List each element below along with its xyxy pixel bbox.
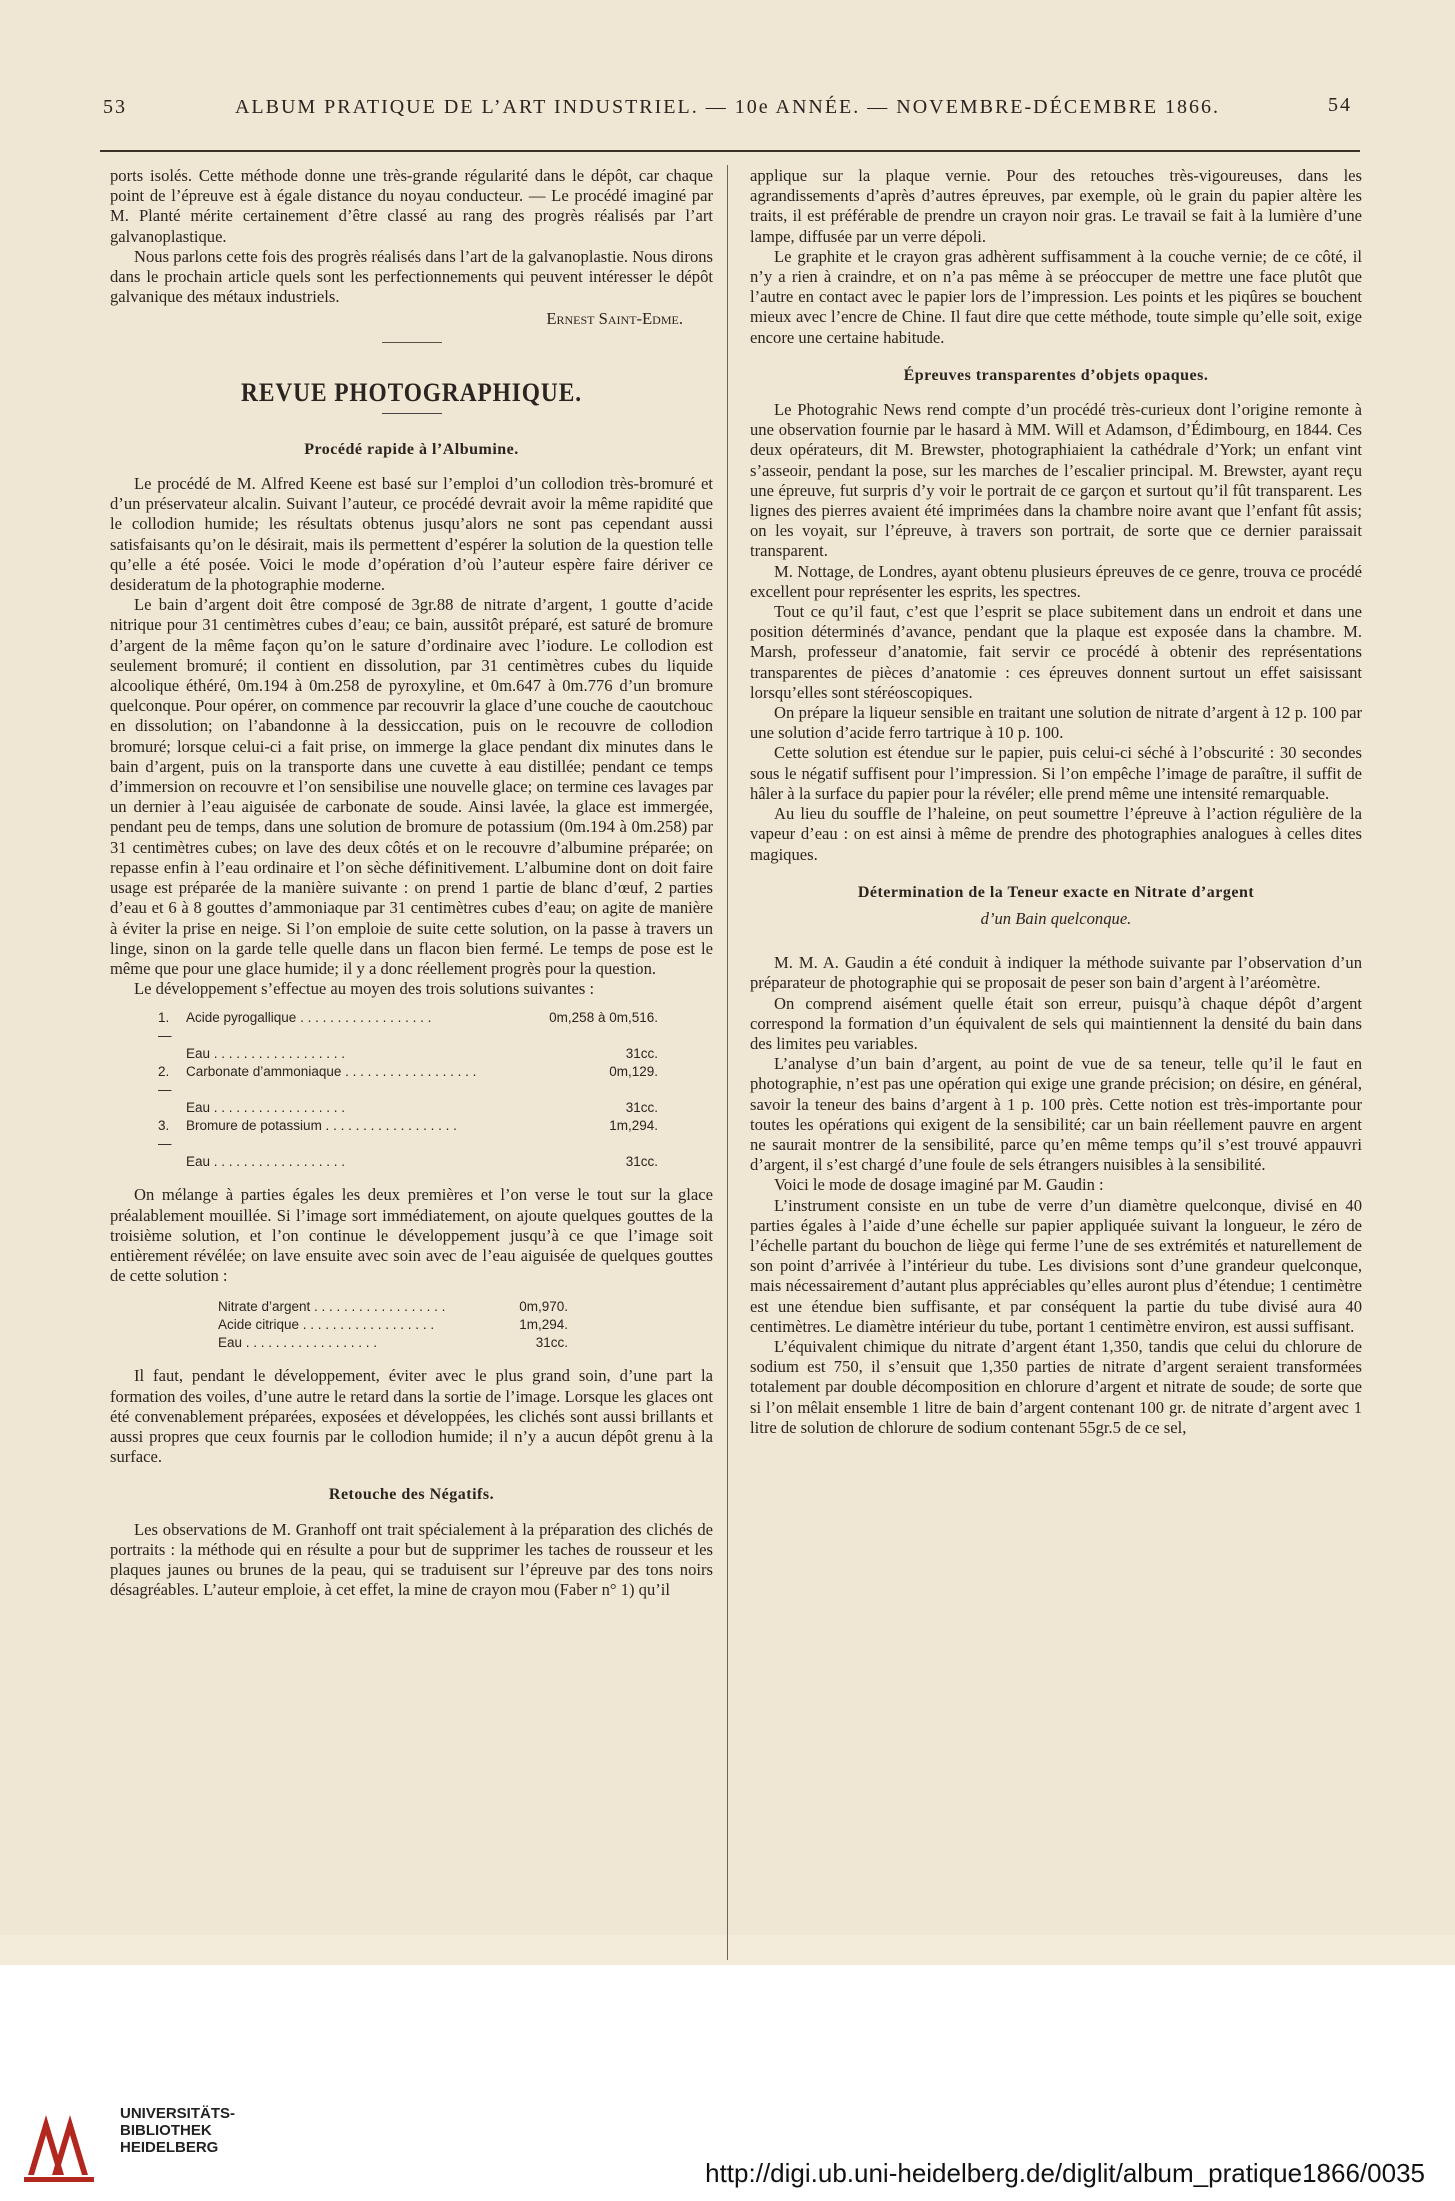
right-column [750,166,1362,1438]
recipe-quantity: 0m,129. [609,1064,658,1080]
recipe-row [218,1298,568,1316]
paragraph: M. M. A. Gaudin a été conduit à indiquer la méthode suivante par l’observation d’un préparateur de photographie qui se proposait de peser son bain d’argent à l’aréomètre. [750,953,1362,993]
recipe-ingredient: Acide pyrogallique . . . . . . . . . . . . . . . . . . [186,1010,432,1026]
recipe-ingredient: Acide citrique . . . . . . . . . . . . . . . . . . [218,1317,435,1333]
column-divider [727,165,728,1960]
paragraph: L’équivalent chimique du nitrate d’argent étant 1,350, tandis que celui du chlorure de sodium est 750, il s’ensuit que 1,350 parties de nitrate d’argent seraient transformées totalement par double décomposition en chlorure d’argent et nitrate de soude; de sorte que si l’on mêlait ensemble 1 litre de bain d’argent contenant 100 gr. de nitrate d’argent avec 1 litre de solution de chlorure de sodium contenant 55gr.5 de ce sel, [750,1336,1362,1437]
recipe-number: 2. — [158,1064,172,1098]
article-subheading: d’un Bain quelconque. [980,908,1132,928]
header-rule [100,150,1360,152]
paragraph: Le graphite et le crayon gras adhèrent suffisamment à la couche vernie; de ce côté, il n’y a rien à craindre, et on n’a pas même à se préoccuper de mettre une face plutôt que l’autre en contact avec le papier lors de l’impression. Les points et les piqûres se bouchent mieux avec l’encre de Chine. Il faut dire que cette méthode, toute simple qu’elle soit, exige encore une certaine habitude. [750,246,1362,347]
recipe-ingredient: Eau . . . . . . . . . . . . . . . . . . [186,1154,346,1170]
separator [382,413,442,414]
section-title: REVUE PHOTOGRAPHIQUE. [241,377,582,407]
paragraph: Nous parlons cette fois des progrès réalisés dans l’art de la galvanoplastie. Nous dirons dans le prochain article quels sont les perfectionnements qui peuvent intéresser le dépôt galvanique des métaux industriels. [110,246,713,307]
page-number-right: 54 [1328,94,1352,116]
recipe-quantity: 31cc. [625,1154,658,1170]
recipe-table [218,1298,568,1352]
paragraph: Cette solution est étendue sur le papier, puis celui-ci séché à l’obscurité : 30 secondes sous le négatif suffisent pour l’impression. Si l’on empêche l’image de paraître, il suffit de hâler à la surface du papier pour la révéler; elle prend même une intensité remarquable. [750,743,1362,803]
library-name [120,2105,235,2156]
recipe-quantity: 0m,258 à 0m,516. [549,1010,658,1026]
source-url-link[interactable]: http://digi.ub.uni-heidelberg.de/diglit/album_pratique1866/0035 [705,2158,1425,2188]
paragraph: Au lieu du souffle de l’haleine, on peut soumettre l’épreuve à l’action régulière de la vapeur d’eau : on est ainsi à même de prendre des photographies analogues à celles dites magiques. [750,804,1362,864]
recipe-row [158,1009,658,1045]
library-name-line: HEIDELBERG [120,2139,219,2156]
recipe-row [158,1117,658,1153]
paragraph: L’instrument consiste en un tube de verre d’un diamètre quelconque, divisé en 40 parties égales à l’aide d’une échelle sur papier appliquée suivant la longueur, le zéro de l’échelle partant du bouchon de liège qui ferme l’une de ses extrémités et naturellement de son point d’arrivée à l’intérieur du tube. Les divisions sont d’une grandeur quelconque, mais nécessairement d’autant plus appréciables qu’elles auront plus d’étendue; 1 centimètre est une étendue bien suffisante, et par conséquent la partie du tube divisé aura 40 centimètres. Le diamètre intérieur du tube, portant 1 centimètre environ, est aussi suffisant. [750,1195,1362,1336]
paragraph: Le développement s’effectue au moyen des trois solutions suivantes : [134,979,595,999]
paragraph: L’analyse d’un bain d’argent, au point de vue de sa teneur, telle qu’il le faut en photographie, n’est pas une opération qui exige une grande précision; on désire, en général, savoir la teneur des bains d’argent à 1 p. 100 près. Cette notion est très-importante pour toutes les opérations qui exigent de la sensibilité; car un bain réellement pauvre en argent ne saurait montrer de la sensibilité, parce qu’en même temps qu’il s’est trouvé appauvri d’argent, il s’est chargé d’une foule de sels étrangers nuisibles à la sensibilité. [750,1054,1362,1175]
separator [382,342,442,343]
recipe-ingredient: Carbonate d’ammoniaque . . . . . . . . . . . . . . . . . . [186,1064,477,1080]
paragraph: M. Nottage, de Londres, ayant obtenu plusieurs épreuves de ce genre, trouva ce procédé excellent pour représenter les esprits, les spectres. [750,561,1362,601]
recipe-row [158,1045,658,1063]
page-number-left: 53 [103,96,127,118]
recipe-quantity: 1m,294. [609,1118,658,1134]
recipe-number [158,1099,186,1117]
recipe-quantity: 1m,294. [519,1317,568,1333]
paragraph: Il faut, pendant le développement, éviter avec le plus grand soin, d’une part la formation des voiles, d’une autre le retard dans la sortie de l’image. Lorsque les glaces ont été convenablement préparées, exposées et développées, les clichés sont aussi brillants et aussi propres que ceux fournis par le collodion humide; il n’y a aucun dépôt grenu à la surface. [110,1366,713,1467]
recipe-quantity: 31cc. [625,1046,658,1062]
recipe-number: 1. — [158,1010,172,1044]
article-heading: Procédé rapide à l’Albumine. [304,440,519,458]
recipe-ingredient: Eau . . . . . . . . . . . . . . . . . . [186,1100,346,1116]
recipe-number: 3. — [158,1118,172,1152]
left-column [110,166,713,1600]
paragraph: ports isolés. Cette méthode donne une très-grande régularité dans le dépôt, car chaque point de l’épreuve est à égale distance du noyau conducteur. — Le procédé imaginé par M. Planté mérite certainement d’être classé au rang des progrès réalisés par l’art galvanoplastique. [110,166,713,246]
paragraph: On prépare la liqueur sensible en traitant une solution de nitrate d’argent à 12 p. 100 par une solution d’acide ferro tartrique à 10 p. 100. [750,703,1362,743]
recipe-row [158,1099,658,1117]
recipe-ingredient: Eau . . . . . . . . . . . . . . . . . . [186,1046,346,1062]
paragraph: Les observations de M. Granhoff ont trait spécialement à la préparation des clichés de portraits : la méthode qui en résulte a pour but de supprimer les taches de rousseur et les plaques jaunes ou brunes de la peau, qui se traduisent sur l’épreuve par des tons noirs désagréables. L’auteur emploie, à cet effet, la mine de crayon mou (Faber n° 1) qu’il [110,1519,713,1600]
library-name-line: UNIVERSITÄTS- [120,2105,236,2122]
recipe-quantity: 0m,970. [519,1299,568,1315]
paragraph: On mélange à parties égales les deux premières et l’on verse le tout sur la glace préalablement mouillée. Si l’image sort immédiatement, on ajoute quelques gouttes de la troisième solution, et l’on continue le développement jusqu’à ce que l’image soit entièrement révélée; on lave ensuite avec soin avec de l’eau aiguisée de quelques gouttes de cette solution : [110,1185,713,1286]
recipe-row [218,1334,568,1352]
recipe-row [218,1316,568,1334]
recipe-quantity: 31cc. [625,1100,658,1116]
recipe-number [158,1153,186,1171]
recipe-ingredient: Bromure de potassium . . . . . . . . . . . . . . . . . . [186,1118,457,1134]
running-header [95,92,1360,122]
recipe-number [158,1045,186,1063]
running-title: ALBUM PRATIQUE DE L’ART INDUSTRIEL. — 10e ANNÉE. — NOVEMBRE-DÉCEMBRE 1866. [234,96,1221,118]
paragraph: Le Photograhic News rend compte d’un procédé très-curieux dont l’origine remonte à une observation fournie par le hasard à MM. Will et Adamson, d’Édimbourg, en 1844. Ces deux opérateurs, dit M. Brewster, photographiaient la cathédrale d’York; un enfant vint s’asseoir, pendant la pose, sur les marches de l’escalier principal. M. Brewster, ayant reçu une épreuve, fut surpris d’y voir le portrait de ce garçon et surtout qu’il fût transparent. Les lignes des pierres avaient été imprimées dans la chambre noire avant que l’enfant fût assis; on les voyait, sur l’épreuve, à travers son portrait, de sorte que ce dernier paraissait transparent. [750,400,1362,561]
paragraph: On comprend aisément quelle était son erreur, puisqu’à chaque dépôt d’argent correspond la formation d’un équivalent de sels qui maintiennent la densité du bain dans des limites peu variables. [750,993,1362,1053]
author-signature: Ernest Saint-Edme. [546,309,683,329]
article-heading: Retouche des Négatifs. [328,1486,495,1504]
paragraph: Voici le mode de dosage imaginé par M. Gaudin : [774,1175,1104,1195]
recipe-quantity: 31cc. [535,1335,568,1351]
paragraph: Tout ce qu’il faut, c’est que l’esprit se place subitement dans un endroit et dans une position déterminés d’avance, pendant que la plaque est exposée dans la chambre. M. Marsh, professeur d’anatomie, fait servir ce procédé à obtenir des représentations transparentes de pièces d’anatomie : ces épreuves donnent surtout un effet saisissant lorsqu’elles sont stéréoscopiques. [750,602,1362,702]
paragraph: Le procédé de M. Alfred Keene est basé sur l’emploi d’un collodion très-bromuré et d’un préservateur alcalin. Suivant l’auteur, ce procédé devrait avoir la même rapidité que le collodion humide; les résultats obtenus jusqu’alors ne sont pas cependant aussi satisfaisants qu’on le désirait, mais ils permettent d’espérer la solution de la question telle qu’elle a été posée. Voici le mode d’opération d’où l’auteur espère faire dériver ce desideratum de la photographie moderne. [110,474,713,595]
article-heading: Détermination de la Teneur exacte en Nitrate d’argent [857,883,1255,901]
recipe-row [158,1063,658,1099]
paragraph: applique sur la plaque vernie. Pour des retouches très-vigoureuses, dans les agrandissements d’après d’autres épreuves, par exemple, où le grain du papier altère les traits, il est préférable de prendre un crayon noir gras. Le travail se fait à la lumière d’une lampe, diffusée par un verre dépoli. [750,166,1362,246]
recipe-row [158,1153,658,1171]
recipe-ingredient: Eau . . . . . . . . . . . . . . . . . . [218,1335,378,1351]
recipe-table [158,1009,658,1171]
library-name-line: BIBLIOTHEK [120,2122,212,2139]
library-logo-icon [18,2105,108,2185]
paragraph: Le bain d’argent doit être composé de 3gr.88 de nitrate d’argent, 1 goutte d’acide nitrique pour 31 centimètres cubes d’eau; ce bain, aussitôt préparé, est saturé de bromure d’argent de la même façon qu’on le sature d’ordinaire avec l’iodure. Le collodion est seulement bromuré; il contient en dissolution, par 31 centimètres cubes du liquide alcoolique éthéré, 0m.194 à 0m.258 de pyroxyline, et 0m.647 à 0m.776 d’un bromure quelconque. Pour opérer, on commence par recouvrir la glace d’une couche de caoutchouc en dissolution; on l’abandonne à la dessiccation, puis on le recouvre de collodion bromuré; lorsque celui-ci a fait prise, on immerge la glace pendant dix minutes dans le bain d’argent, puis on la transporte dans une cuvette à eau distillée; pendant ce temps d’immersion on recouvre et l’on sensibilise une nouvelle glace; on termine ces lavages par un dernier à l’eau aiguisée de carbonate de soude. Ainsi lavée, la glace est immergée, pendant peu de temps, dans une solution de bromure de potassium (0m.194 à 0m.258) par 31 centimètres cubes; on lave des deux côtés et on le recouvre d’albumine préparée; on repasse enfin à l’eau ordinaire et l’on sèche définitivement. L’albumine dont on doit faire usage est préparée de la manière suivante : on prend 1 partie de blanc d’œuf, 2 parties d’eau et 6 à 8 gouttes d’ammoniaque par 31 centimètres cubes d’eau; on agite de manière à éviter la prise en neige. Si l’on emploie de suite cette solution, on la passe à travers un linge, sinon on la garde telle quelle dans un flacon bien fermé. Le temps de pose est le même que pour une glace humide; il y a donc réellement progrès pour la question. [110,595,713,978]
article-heading: Épreuves transparentes d’objets opaques. [903,366,1209,384]
recipe-ingredient: Nitrate d’argent . . . . . . . . . . . . . . . . . . [218,1299,446,1315]
